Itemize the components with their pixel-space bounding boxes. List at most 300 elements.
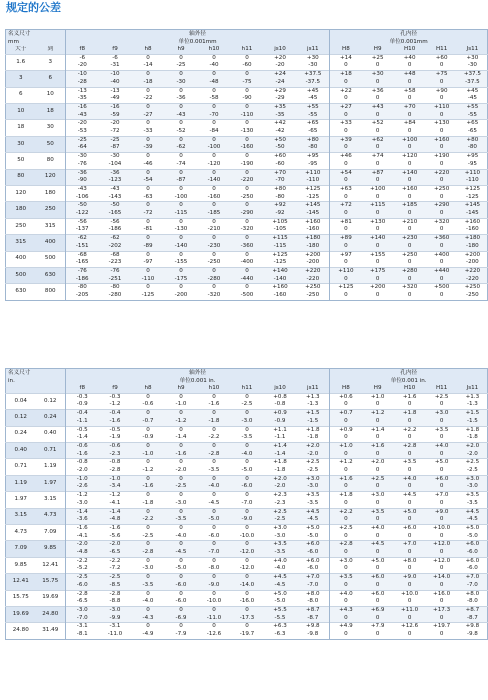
table-row [6, 467, 488, 475]
tolerance-value: 0 [231, 87, 264, 95]
tolerance-value: -54 [132, 177, 165, 185]
column-header: H11 [426, 46, 458, 54]
size-to: 1.97 [36, 475, 66, 491]
size-label: 名义尺寸 [8, 31, 31, 37]
tolerance-value: 0 [132, 103, 165, 111]
tolerance-value: +1.4 [264, 442, 297, 450]
tolerance-value: -29 [275, 95, 285, 102]
tolerance-value: -3.5 [264, 549, 297, 557]
tolerance-value: -3.4 [99, 483, 132, 491]
tolerance-value: -12.0 [231, 549, 264, 557]
tolerance-value: +40 [394, 54, 426, 62]
tolerance-value: -11.0 [198, 615, 231, 623]
tolerance-value: +1.5 [458, 410, 488, 418]
column-header: h9 [165, 46, 198, 54]
tolerance-value: 0 [231, 524, 264, 532]
table-row [6, 500, 488, 508]
tolerance-value: +7.0 [394, 541, 426, 549]
tolerance-value: 0 [394, 243, 426, 251]
table-row [6, 144, 488, 152]
tolerance-value: 0 [132, 185, 165, 193]
tolerance-value: +37.5 [297, 71, 330, 79]
tolerance-value: +30 [362, 71, 394, 79]
tolerance-value: -90 [242, 95, 252, 102]
tolerance-value: 0 [132, 442, 165, 450]
tolerance-value: -2.3 [274, 499, 286, 506]
tolerance-value: -190 [240, 160, 254, 167]
tolerance-value: 0 [132, 169, 165, 177]
tolerance-value: -62 [66, 235, 99, 243]
tolerance-value: -100 [174, 193, 188, 200]
tolerance-value: 0 [407, 401, 412, 408]
tolerance-value: -320 [240, 226, 254, 233]
size-from: 18 [6, 120, 36, 136]
tolerance-value: -80 [297, 144, 330, 152]
tolerance-value: +7.9 [362, 623, 394, 631]
tolerance-value: +320 [394, 284, 426, 292]
tolerance-value: +39 [330, 136, 362, 144]
tolerance-value: 0 [407, 598, 412, 605]
tolerance-value: 0 [330, 549, 362, 557]
tolerance-value: -0.5 [99, 426, 132, 434]
table-row [6, 169, 488, 177]
tolerance-value: 0 [330, 451, 362, 459]
tolerance-value: 0 [198, 54, 231, 62]
tolerance-value: 0 [198, 524, 231, 532]
tolerance-value: -4.0 [175, 532, 187, 539]
tolerance-value: -250 [466, 292, 479, 299]
tolerance-value: -6.0 [297, 549, 330, 557]
tolerance-value: +280 [394, 267, 426, 275]
size-from: 1.97 [6, 492, 36, 508]
tolerance-value: 0 [407, 259, 412, 266]
tolerance-value: -31 [110, 62, 120, 69]
size-to: 30 [36, 120, 66, 136]
tolerance-value: -9.0 [231, 516, 264, 524]
tolerance-value: +5.5 [264, 606, 297, 614]
tolerance-value: 0 [165, 103, 198, 111]
table-row [6, 492, 488, 500]
table-row [6, 128, 488, 136]
tolerance-value: 0 [362, 582, 394, 590]
table-row [6, 62, 488, 70]
tolerance-value: -0.4 [66, 410, 99, 418]
size-from: 0.12 [6, 410, 36, 426]
tolerance-value: -49 [110, 95, 120, 102]
tolerance-value: -3.5 [165, 516, 198, 524]
tolerance-value: 0 [344, 631, 348, 638]
tolerance-value: -4.5 [208, 499, 220, 506]
tolerance-value: +3.5 [330, 574, 362, 582]
tolerance-value: -30 [66, 153, 99, 161]
tolerance-value: +6.0 [458, 557, 488, 565]
tolerance-value: +1.5 [297, 410, 330, 418]
tolerance-value: 0 [344, 226, 348, 233]
tolerance-value: +1.2 [362, 410, 394, 418]
tolerance-value: 0 [198, 557, 231, 565]
tolerance-value: -185 [198, 210, 231, 218]
table-row [6, 103, 488, 111]
tolerance-value: -87 [165, 177, 198, 185]
tolerance-value: 0 [231, 574, 264, 582]
column-header: H11 [426, 385, 458, 393]
tolerance-value: -1.3 [466, 401, 478, 408]
tolerance-value: +55 [297, 103, 330, 111]
tolerance-value: -24 [264, 79, 297, 87]
tolerance-value: -1.2 [109, 401, 121, 408]
tolerance-value: -2.0 [264, 483, 297, 491]
tolerance-value: 0 [132, 218, 165, 226]
table-row [6, 71, 488, 79]
size-label: 名义尺寸 [8, 370, 31, 376]
tolerance-value: +16.0 [426, 590, 458, 598]
tolerance-value: -3.5 [208, 467, 220, 474]
tolerance-value: +160 [394, 185, 426, 193]
table-row [6, 136, 488, 144]
column-header: f8 [66, 46, 99, 54]
table-row [6, 451, 488, 459]
tolerance-value: 0 [426, 144, 458, 152]
tolerance-value: -35 [77, 95, 87, 102]
tolerance-value: -2.8 [99, 590, 132, 598]
tolerance-value: -50 [264, 144, 297, 152]
tolerance-value: -36 [176, 95, 186, 102]
tolerance-value: 0 [132, 557, 165, 565]
tolerance-value: 0 [344, 598, 348, 605]
tolerance-value: +140 [362, 235, 394, 243]
tolerance-value: 0 [407, 128, 412, 135]
tolerance-value: +125 [297, 185, 330, 193]
size-header [6, 30, 66, 47]
tolerance-value: -2.0 [297, 451, 330, 459]
tolerance-value: -0.9 [264, 418, 297, 426]
tolerance-value: -2.8 [132, 549, 165, 557]
tolerance-value: -2.0 [76, 467, 88, 474]
tolerance-value: +3.0 [426, 410, 458, 418]
tolerance-value: -22 [143, 95, 153, 102]
tolerance-value: 0 [165, 574, 198, 582]
tolerance-value: +2.0 [362, 459, 394, 467]
tolerance-value: -115 [165, 210, 198, 218]
tolerance-value: +12.6 [394, 623, 426, 631]
tolerance-value: +4.3 [330, 606, 362, 614]
table-row [6, 267, 488, 275]
tolerance-value: -8.1 [76, 631, 88, 638]
column-header: f9 [99, 46, 132, 54]
column-header: H9 [362, 46, 394, 54]
tolerance-value: -155 [174, 259, 188, 266]
tolerance-value: +2.2 [330, 508, 362, 516]
tolerance-value: 0 [198, 267, 231, 275]
tolerance-value: 0 [132, 284, 165, 292]
tolerance-value: -5.0 [297, 533, 330, 541]
tolerance-value: +35 [264, 103, 297, 111]
table-row [6, 475, 488, 483]
tolerance-value: -1.6 [99, 418, 132, 426]
tolerance-value: +3.5 [362, 508, 394, 516]
tolerance-value: 0 [330, 615, 362, 623]
tolerance-value: -30 [99, 153, 132, 161]
tolerance-value: -6.0 [66, 582, 99, 590]
tolerance-value: 0 [132, 426, 165, 434]
tolerance-value: 0 [344, 401, 348, 408]
tolerance-value: -33 [143, 128, 153, 135]
tolerance-value: +250 [297, 284, 330, 292]
tolerance-value: -2.5 [99, 574, 132, 582]
tolerance-value: 0 [231, 442, 264, 450]
tolerance-value: +200 [297, 251, 330, 259]
tolerance-value: 0 [132, 235, 165, 243]
tolerance-value: 0 [231, 410, 264, 418]
tolerance-value: 0 [231, 284, 264, 292]
tolerance-value: -2.2 [208, 434, 220, 441]
tolerance-value: +33 [330, 120, 362, 128]
tolerance-value: 0 [231, 393, 264, 401]
tolerance-value: +80 [297, 136, 330, 144]
tolerance-value: 0 [132, 541, 165, 549]
table-row [6, 120, 488, 128]
from-header: 大于 [6, 46, 36, 54]
tolerance-value: 0 [375, 499, 380, 506]
tolerance-value: +0.6 [330, 393, 362, 401]
tolerance-value: +6.0 [394, 524, 426, 532]
tolerance-value: -25 [66, 136, 99, 144]
tolerance-value: 0 [231, 267, 264, 275]
tolerance-value: 0 [375, 62, 380, 69]
tolerance-value: +18 [330, 71, 362, 79]
tolerance-value: -1.2 [142, 467, 154, 474]
size-to: 19.69 [36, 590, 66, 606]
tolerance-value: 0 [375, 467, 380, 474]
tolerance-value: +200 [458, 251, 488, 259]
tolerance-value: -130 [174, 226, 188, 233]
tolerance-value: +2.5 [458, 459, 488, 467]
tolerance-value: 0 [132, 87, 165, 95]
tolerance-value: 0 [394, 276, 426, 284]
tolerance-value: -0.8 [66, 459, 99, 467]
size-from: 50 [6, 153, 36, 169]
table-row [6, 177, 488, 185]
tolerance-value: +8.7 [458, 606, 488, 614]
tolerance-value: +3.0 [264, 524, 297, 532]
tolerance-value: -70 [198, 112, 231, 120]
tolerance-value: 0 [362, 418, 394, 426]
tolerance-value: -120 [207, 160, 221, 167]
tolerance-value: -110 [132, 276, 165, 284]
tolerance-value: -1.2 [99, 492, 132, 500]
tolerance-value: -104 [108, 160, 122, 167]
tolerance-value: -13 [99, 87, 132, 95]
tolerance-value: 0 [198, 251, 231, 259]
tolerance-value: 0 [165, 54, 198, 62]
tolerance-value: 0 [394, 112, 426, 120]
tolerance-value: -64 [66, 144, 99, 152]
tolerance-value: 0 [375, 226, 380, 233]
tolerance-value: -205 [75, 292, 89, 299]
tolerance-value: -72 [132, 210, 165, 218]
tolerance-value: -2.0 [99, 541, 132, 549]
tolerance-value: 0 [330, 483, 362, 491]
tolerance-value: +3.0 [297, 475, 330, 483]
tolerance-value: +2.0 [458, 442, 488, 450]
size-from: 0.24 [6, 426, 36, 442]
table-row [6, 235, 488, 243]
tolerance-value: -10 [66, 71, 99, 79]
tolerance-value: -1.0 [132, 451, 165, 459]
table-row [6, 442, 488, 450]
tolerance-value: 0 [407, 226, 412, 233]
hole-header [330, 369, 488, 386]
table-row [6, 393, 488, 401]
tolerance-value: 0 [231, 508, 264, 516]
tolerance-value: 0 [439, 401, 444, 408]
tolerance-value: -52 [176, 128, 186, 135]
tolerance-value: 0 [362, 451, 394, 459]
tolerance-value: -25 [99, 136, 132, 144]
table-row [6, 483, 488, 491]
tolerance-value: +200 [362, 284, 394, 292]
tolerance-value: -290 [231, 210, 264, 218]
tolerance-value: +29 [264, 87, 297, 95]
tolerance-value: +180 [297, 235, 330, 243]
column-header: f8 [66, 385, 99, 393]
tolerance-value: -3.5 [132, 582, 165, 590]
tolerance-value: 0 [198, 153, 231, 161]
tolerance-value: 0 [362, 79, 394, 87]
size-from: 9.85 [6, 557, 36, 573]
tolerance-value: -50 [66, 202, 99, 210]
tolerance-value: -140 [165, 243, 198, 251]
tolerance-value: -5.0 [175, 565, 187, 572]
tolerance-value: +30 [458, 54, 488, 62]
tolerance-value: 0 [362, 210, 394, 218]
tolerance-value: -5.0 [466, 532, 478, 539]
tolerance-value: 0 [165, 475, 198, 483]
tolerance-value: -5.0 [198, 516, 231, 524]
tolerance-value: -63 [143, 193, 153, 200]
tolerance-value: -1.0 [99, 475, 132, 483]
tolerance-value: 0 [426, 79, 458, 87]
tolerance-value: 0 [132, 623, 165, 631]
tolerance-value: -106 [75, 193, 89, 200]
tolerance-value: 0 [165, 169, 198, 177]
tolerance-value: -4.0 [142, 598, 154, 605]
tolerance-value: -6 [99, 54, 132, 62]
size-from: 1.6 [6, 54, 36, 70]
table-row [6, 418, 488, 426]
tolerance-value: 0 [362, 615, 394, 623]
tolerance-value: 0 [132, 251, 165, 259]
tolerance-value: -80 [458, 144, 488, 152]
tolerance-value: 0 [198, 235, 231, 243]
tolerance-value: -200 [174, 292, 188, 299]
size-to: 315 [36, 218, 66, 234]
tolerance-value: -1.2 [66, 492, 99, 500]
tolerance-value: -13 [66, 87, 99, 95]
tolerance-value: -43 [66, 185, 99, 193]
tolerance-value: 0 [362, 243, 394, 251]
tolerance-value: -14 [143, 62, 153, 69]
tolerance-value: -1.6 [99, 524, 132, 532]
column-header: js10 [264, 46, 297, 54]
tolerance-value: -6.0 [466, 565, 478, 572]
tolerance-value: +10.0 [394, 590, 426, 598]
size-to: 7.09 [36, 524, 66, 540]
tolerance-value: 0 [231, 185, 264, 193]
tolerance-value: -2.5 [241, 401, 253, 408]
tolerance-value: 0 [165, 136, 198, 144]
tolerance-value: 0 [439, 467, 444, 474]
tolerance-value: +27 [330, 103, 362, 111]
tolerance-value: 0 [375, 292, 380, 299]
tolerance-value: +48 [394, 71, 426, 79]
tolerance-value: 0 [375, 401, 380, 408]
table-row [6, 185, 488, 193]
tolerance-value: +95 [297, 153, 330, 161]
size-from: 120 [6, 185, 36, 201]
tolerance-value: -1.8 [466, 434, 478, 441]
tolerance-value: 0 [198, 169, 231, 177]
tolerance-value: +6.3 [264, 623, 297, 631]
tolerance-value: -2.5 [66, 574, 99, 582]
tolerance-value: 0 [231, 492, 264, 500]
tolerance-value: -145 [458, 210, 488, 218]
tolerance-value: -58 [209, 95, 219, 102]
tolerance-value: 0 [426, 276, 458, 284]
tolerance-value: +140 [394, 169, 426, 177]
tolerance-value: +360 [426, 235, 458, 243]
tolerance-value: -125 [141, 292, 155, 299]
tolerance-value: 0 [231, 71, 264, 79]
tolerance-value: -68 [99, 251, 132, 259]
table-row [6, 226, 488, 234]
tolerance-value: +115 [264, 235, 297, 243]
tolerance-value: -250 [207, 259, 221, 266]
tolerance-value: 0 [165, 557, 198, 565]
tolerance-value: -1.4 [99, 508, 132, 516]
tolerance-value: -3.0 [274, 532, 286, 539]
size-to: 9.85 [36, 541, 66, 557]
tolerance-value: +4.5 [297, 508, 330, 516]
tolerance-value: +125 [264, 251, 297, 259]
tolerance-value: +160 [297, 218, 330, 226]
tolerance-value: 0 [375, 434, 380, 441]
tolerance-value: 0 [439, 95, 444, 102]
tolerance-value: +14.0 [426, 574, 458, 582]
tolerance-value: +1.3 [297, 393, 330, 401]
tolerance-value: -12.0 [239, 565, 255, 572]
tolerance-value: +145 [458, 202, 488, 210]
tolerance-value: +3.5 [297, 492, 330, 500]
tolerance-value: 0 [439, 193, 444, 200]
size-from: 630 [6, 284, 36, 300]
tolerance-value: +130 [426, 120, 458, 128]
tolerance-value: +220 [426, 169, 458, 177]
tolerance-value: +1.3 [458, 393, 488, 401]
table-row [6, 161, 488, 169]
tolerance-value: 0 [165, 284, 198, 292]
size-to: 630 [36, 267, 66, 283]
column-header: h8 [132, 46, 165, 54]
size-to: 24.80 [36, 606, 66, 622]
tolerance-value: -202 [99, 243, 132, 251]
tolerance-value: -8.5 [99, 582, 132, 590]
column-header: H9 [362, 385, 394, 393]
tolerance-value: 0 [394, 451, 426, 459]
tolerance-value: -55 [458, 112, 488, 120]
shaft-header [66, 30, 330, 47]
tolerance-value: -1.8 [142, 499, 154, 506]
